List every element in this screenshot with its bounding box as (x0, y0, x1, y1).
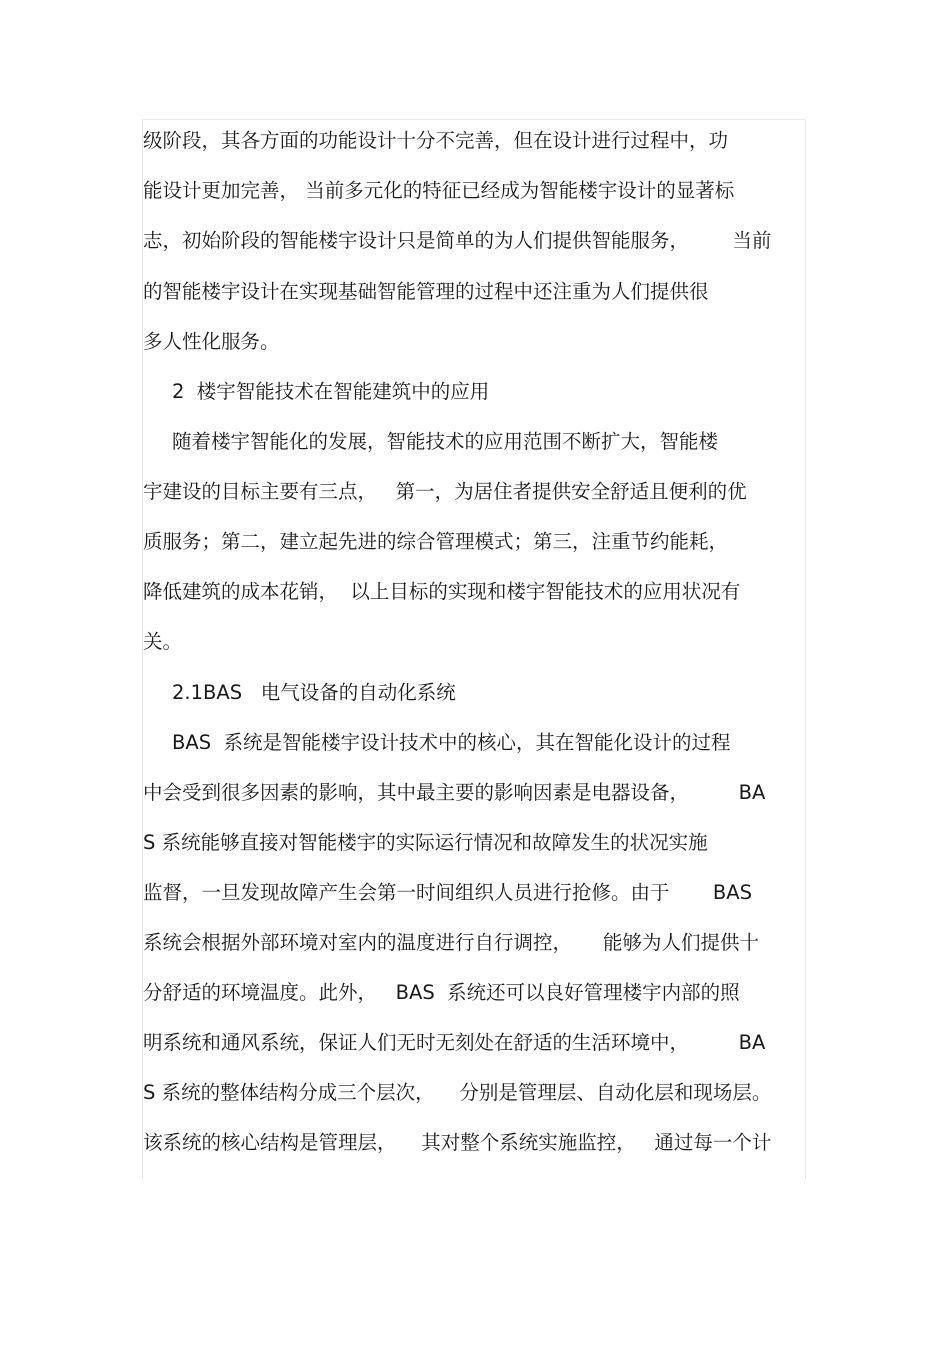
body-text-line: 该系统的核心结构是管理层， 其对整个系统实施监控， 通过每一个计 (143, 1131, 772, 1154)
body-text-line: 多人性化服务。 (143, 330, 280, 353)
body-text-line: S 系统的整体结构分成三个层次， 分别是管理层、自动化层和现场层。 (143, 1081, 772, 1104)
body-text-line: 分舒适的环境温度。此外， BAS 系统还可以良好管理楼宇内部的照 (143, 981, 740, 1004)
section-heading: 2 楼宇智能技术在智能建筑中的应用 (172, 380, 490, 403)
body-text-line: 降低建筑的成本花销， 以上目标的实现和楼宇智能技术的应用状况有 (143, 580, 741, 603)
body-text-line: 监督，一旦发现故障产生会第一时间组织人员进行抢修。由于 BAS (143, 881, 752, 904)
body-text-line: 宇建设的目标主要有三点， 第一，为居住者提供安全舒适且便利的优 (143, 480, 747, 503)
body-text-line: 随着楼宇智能化的发展，智能技术的应用范围不断扩大，智能楼 (172, 430, 719, 453)
body-text-line: 能设计更加完善， 当前多元化的特征已经成为智能楼宇设计的显著标 (143, 179, 735, 202)
subsection-heading: 2.1BAS 电气设备的自动化系统 (172, 681, 456, 704)
body-text-line: 明系统和通风系统，保证人们无时无刻处在舒适的生活环境中， BA (143, 1031, 766, 1054)
body-text-line: 中会受到很多因素的影响，其中最主要的影响因素是电器设备， BA (143, 781, 766, 804)
body-text-line: 系统会根据外部环境对室内的温度进行自行调控， 能够为人们提供十 (143, 931, 759, 954)
body-text-line: 志，初始阶段的智能楼宇设计只是简单的为人们提供智能服务， 当前 (143, 229, 772, 252)
page-frame (142, 119, 806, 1179)
body-text-line: 的智能楼宇设计在实现基础智能管理的过程中还注重为人们提供很 (143, 280, 709, 303)
body-text-line: S 系统能够直接对智能楼宇的实际运行情况和故障发生的状况实施 (143, 831, 708, 854)
body-text-line: 关。 (143, 630, 183, 653)
body-text-line: 级阶段，其各方面的功能设计十分不完善，但在设计进行过程中，功 (143, 129, 729, 152)
body-text-line: 质服务；第二，建立起先进的综合管理模式；第三，注重节约能耗， (143, 530, 729, 553)
body-text-line: BAS 系统是智能楼宇设计技术中的核心，其在智能化设计的过程 (172, 731, 731, 754)
